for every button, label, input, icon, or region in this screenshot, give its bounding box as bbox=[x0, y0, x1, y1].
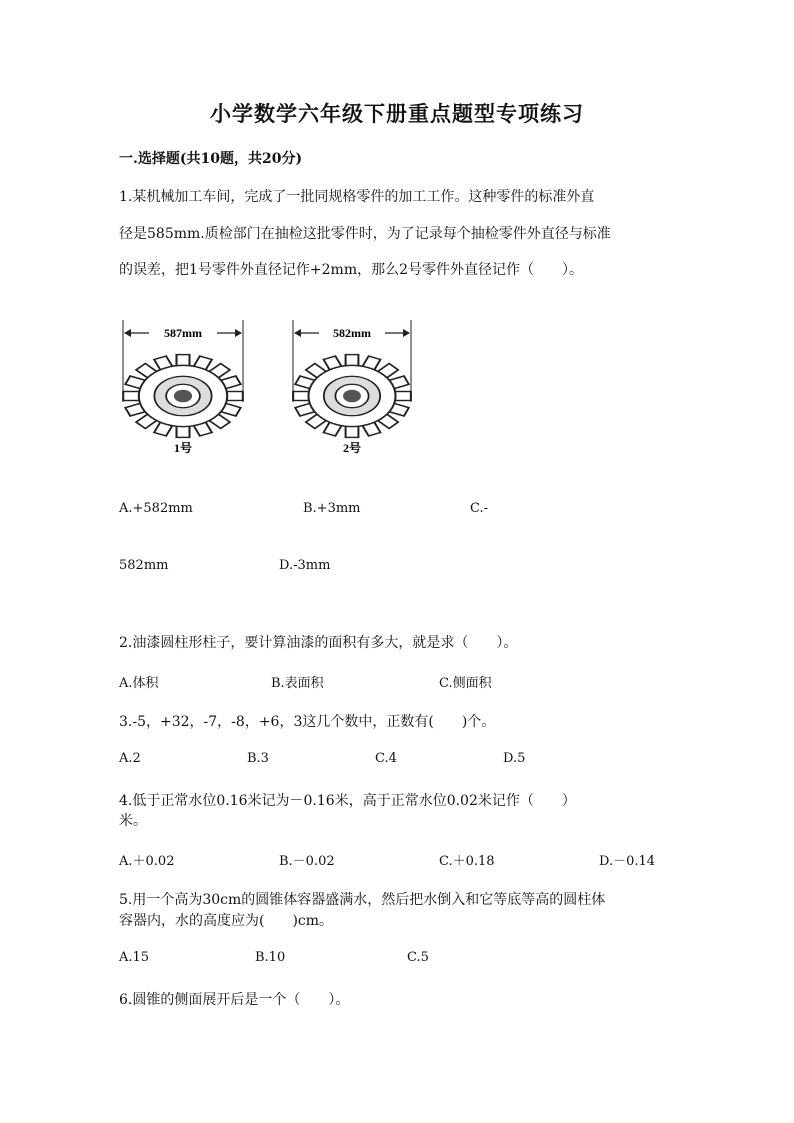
gear-1-dimension: 587mm bbox=[164, 326, 202, 340]
q5-line-2: 容器内，水的高度应为( )cm。 bbox=[119, 913, 334, 929]
q3-option-b[interactable]: B.3 bbox=[247, 751, 269, 766]
gear-figure bbox=[119, 316, 419, 456]
q1-line-1: 1.某机械加工车间，完成了一批同规格零件的加工工作。这种零件的标准外直 bbox=[119, 189, 595, 205]
section-heading: 一.选择题(共10题，共20分) bbox=[119, 151, 303, 167]
q1-option-a[interactable]: A.+582mm bbox=[119, 501, 193, 516]
q4-option-b[interactable]: B.－0.02 bbox=[279, 854, 335, 869]
q2-text: 2.油漆圆柱形柱子，要计算油漆的面积有多大，就是求（ ）。 bbox=[119, 635, 518, 651]
q1-option-c[interactable]: C.- bbox=[470, 501, 489, 516]
q6-text: 6.圆锥的侧面展开后是一个（ ）。 bbox=[119, 992, 350, 1008]
q4-option-a[interactable]: A.＋0.02 bbox=[119, 854, 175, 869]
q5-option-b[interactable]: B.10 bbox=[255, 950, 286, 965]
q2-option-c[interactable]: C.侧面积 bbox=[439, 676, 492, 691]
q1-option-d[interactable]: D.-3mm bbox=[279, 558, 331, 573]
q5-option-a[interactable]: A.15 bbox=[119, 950, 150, 965]
page-title: 小学数学六年级下册重点题型专项练习 bbox=[210, 101, 584, 126]
q4-option-d[interactable]: D.－0.14 bbox=[599, 854, 656, 869]
q2-option-b[interactable]: B.表面积 bbox=[271, 676, 324, 691]
q5-line-1: 5.用一个高为30cm的圆锥体容器盛满水，然后把水倒入和它等底等高的圆柱体 bbox=[119, 892, 606, 908]
gear-1-label: 1号 bbox=[173, 441, 193, 455]
q1-line-2: 径是585mm.质检部门在抽检这批零件时，为了记录每个抽检零件外直径与标准 bbox=[119, 226, 611, 242]
q1-option-b[interactable]: B.+3mm bbox=[303, 501, 361, 516]
gear-diagram bbox=[119, 316, 419, 456]
q1-line-3: 的误差，把1号零件外直径记作+2mm，那么2号零件外直径记作（ ）。 bbox=[119, 262, 584, 278]
q3-option-c[interactable]: C.4 bbox=[375, 751, 397, 766]
gear-2-label: 2号 bbox=[342, 441, 362, 455]
q1-option-c-continued[interactable]: 582mm bbox=[119, 558, 169, 573]
q4-line-1: 4.低于正常水位0.16米记为－0.16米，高于正常水位0.02米记作（ ） bbox=[119, 793, 576, 809]
q4-option-c[interactable]: C.＋0.18 bbox=[439, 854, 495, 869]
q4-line-2: 米。 bbox=[119, 813, 147, 829]
gear-2-dimension: 582mm bbox=[333, 326, 371, 340]
q3-option-d[interactable]: D.5 bbox=[503, 751, 526, 766]
q3-text: 3.-5，+32，-7，-8，+6，3这几个数中，正数有( )个。 bbox=[119, 714, 496, 730]
q2-option-a[interactable]: A.体积 bbox=[119, 676, 159, 691]
q5-option-c[interactable]: C.5 bbox=[407, 950, 429, 965]
q3-option-a[interactable]: A.2 bbox=[119, 751, 141, 766]
